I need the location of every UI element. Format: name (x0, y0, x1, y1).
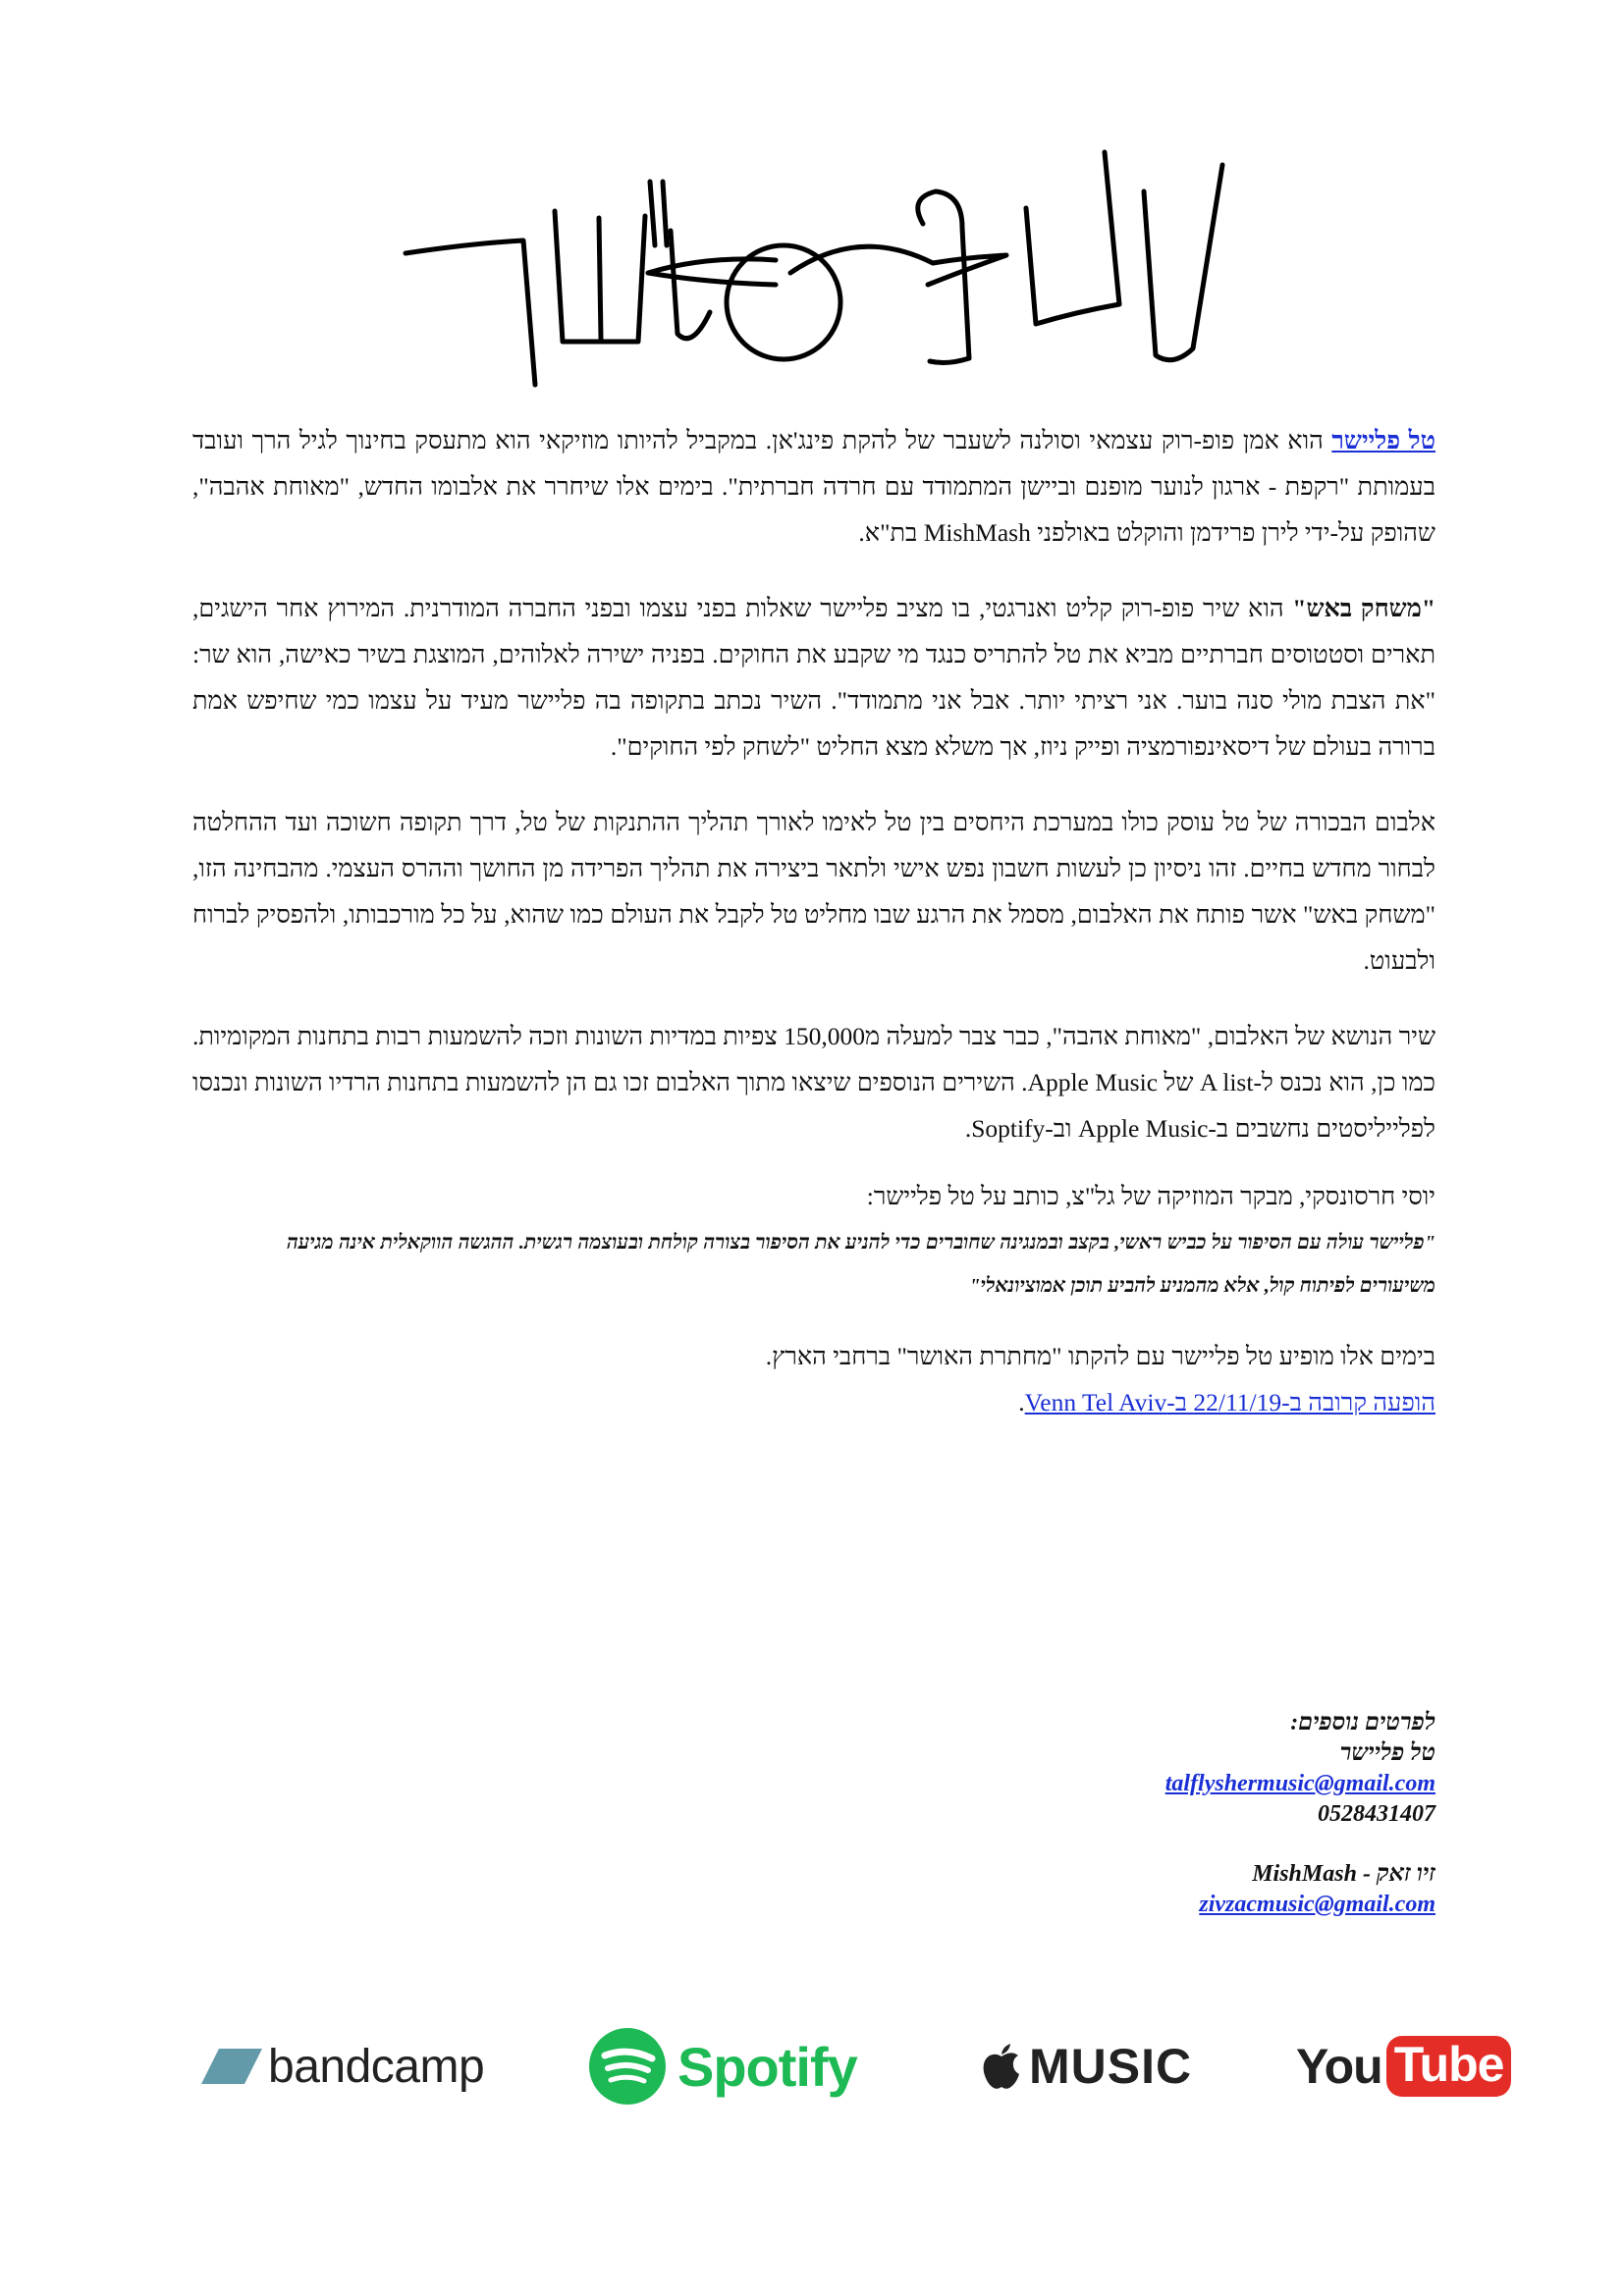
press-release-body (192, 417, 1435, 1425)
contact-phone: 0528431407 (1318, 1801, 1435, 1827)
artist-name-link[interactable]: טל פליישר (1331, 426, 1435, 454)
pr-email-link[interactable]: zivzacmusic@gmail.com (1199, 1892, 1435, 1917)
song-paragraph-text: הוא שיר פופ-רוק קליט ואנרגטי, בו מציב פליישר שאלות בפני עצמו ובפני החברה המודרנית. המירוץ אחר הישגים, תארים וסטטוסים חברתיים מביא את טל להתריס כנגד מי שקבע את החוקים. בפניה ישירה לאלוהים, המוצגת בשיר כאישה, הוא שר: "את הצבת מולי סנה בוער. אני רציתי יותר. אבל אני מתמודד". השיר נכתב בתקופה בה פליישר מעיד על עצמו כמי שחיפש אמת ברורה בעולם של דיסאינפורמציה ופייק ניוז, אך משלא מצא החליט "לשחק לפי החוקים". (192, 594, 1435, 761)
show-link-line (192, 1379, 1435, 1425)
pr-contact-name: זיו זאק - MishMash (1252, 1861, 1435, 1887)
bandcamp-wordmark: bandcamp (268, 2040, 485, 2093)
apple-music-logo[interactable] (982, 2017, 1192, 2115)
bandcamp-icon (201, 2049, 262, 2084)
spotify-wordmark: Spotify (677, 2035, 857, 2098)
youtube-tube-badge: Tube (1386, 2036, 1512, 2097)
show-link-period: . (1018, 1388, 1025, 1416)
critic-quote: "פליישר עולה עם הסיפור על כביש ראשי, בקצב ובמנגינה שחוברים כדי להניע את הסיפור בצורה קולחת ובעוצמה רגשית. ההגשה הווקאלית אינה מגיעה משיעורים לפיתוח קול, אלא מהמניע להביע תוכן אמוציונאלי" (287, 1232, 1435, 1297)
artist-logo (398, 147, 1232, 393)
apple-music-wordmark: MUSIC (1029, 2039, 1193, 2094)
contact-name: טל פליישר (1339, 1740, 1435, 1766)
song-title: "משחק באש" (1292, 594, 1435, 622)
intro-paragraph (192, 417, 1435, 556)
song-paragraph (192, 585, 1435, 770)
album-paragraph: אלבום הבכורה של טל עוסק כולו במערכת היחסים בין טל לאימו לאורך תהליך ההתנקות של טל, דרך תקופה חשוכה ועד ההחלטה לבחור מחדש בחיים. זהו ניסיון כן לעשות חשבון נפש אישי ולתאר ביצירה את תהליך הפרידה מן החושך וההרס העצמי. מהבחינה הזו, "משחק באש" אשר פותח את האלבום, מסמל את הרגע שבו מחליט טל לקבל את העולם כמו שהוא, על כל מורכבותו, ולהפסיק לברוח ולבעוט. (192, 808, 1435, 975)
spotify-logo[interactable] (589, 2017, 857, 2115)
contact-email-link[interactable]: talflyshermusic@gmail.com (1164, 1771, 1435, 1796)
title-track-paragraph: שיר הנושא של האלבום, "מאוחת אהבה", כבר צבר למעלה מ150,000 צפיות במדיות השונות וזכה להשמעות רבות בתחנות המקומיות. כמו כן, הוא נכנס ל-A list של Apple Music. השירים הנוספים שיצאו מתוך האלבום זכו גם הן להשמעות בתחנות הרדיו השונות ונכנסו לפלייליסטים נחשבים ב-Apple Music וב-Soptify. (192, 1022, 1436, 1143)
intro-paragraph-text: הוא אמן פופ-רוק עצמאי וסולנה לשעבר של להקת פינג'אן. במקביל להיותו מוזיקאי הוא מתעסק בחינוך לגיל הרך ועובד בעמותת "רקפת - ארגון לנוער מופנם וביישן המתמודד עם חרדה חברתית". בימים אלו שיחרר את אלבומו החדש, "מאוחת אהבה", שהופק על-ידי לירן פרידמן והוקלט באולפני MishMash בת"א. (192, 426, 1435, 547)
show-line: בימים אלו מופיע טל פליישר עם להקתו "מחתרת האושר" ברחבי הארץ. (765, 1342, 1435, 1370)
contact-heading: לפרטים נוספים: (1290, 1710, 1435, 1735)
upcoming-show-link[interactable]: הופעה קרובה ב-22/11/19 ב-Venn Tel Aviv (1024, 1388, 1435, 1416)
quote-intro: יוסי חרסונסקי, מבקר המוזיקה של גל"צ, כותב על טל פליישר: (866, 1182, 1435, 1210)
youtube-logo[interactable] (1296, 2017, 1511, 2115)
bandcamp-logo[interactable] (201, 2017, 484, 2115)
youtube-you-text: You (1296, 2039, 1382, 2094)
contact-block (1043, 1708, 1435, 1920)
spotify-icon (589, 2028, 666, 2105)
apple-icon (982, 2043, 1021, 2090)
